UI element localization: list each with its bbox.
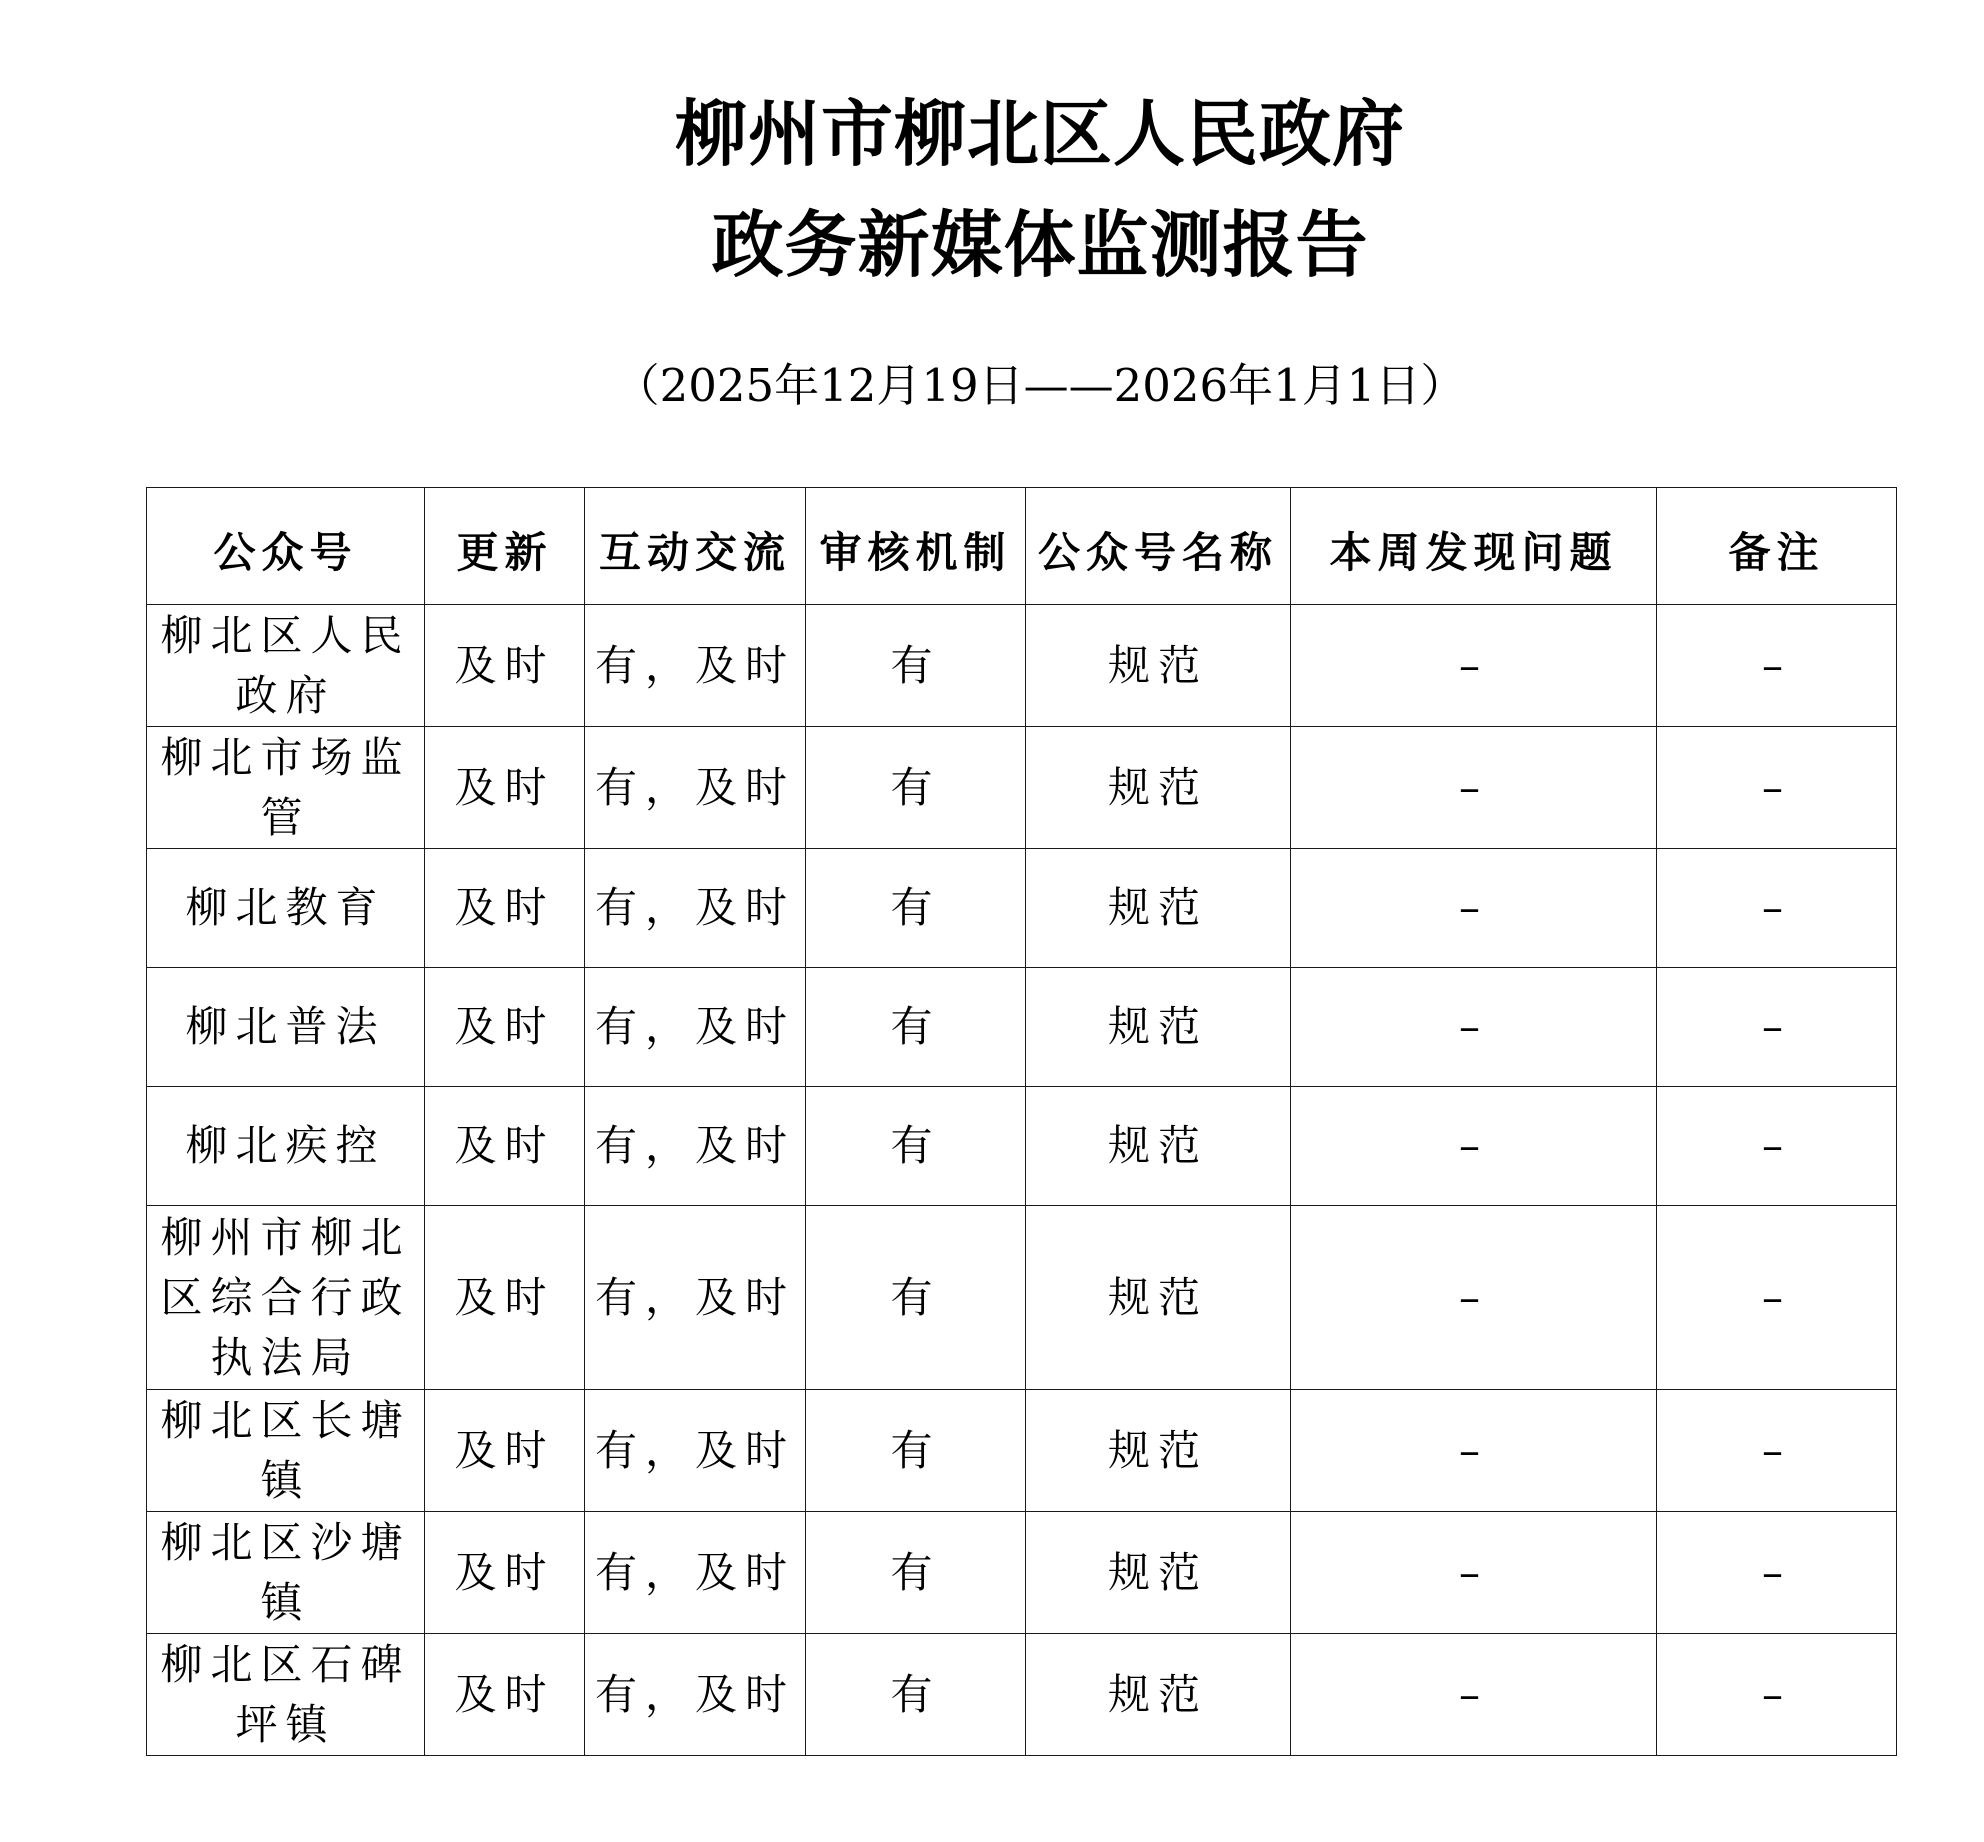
table-row — [147, 1512, 1897, 1634]
review-cell: 有 — [806, 1087, 1026, 1206]
interaction-cell: 有，及时 — [585, 1390, 806, 1512]
update-cell: 及时 — [425, 727, 585, 849]
update-cell: 及时 — [425, 1087, 585, 1206]
issues-cell: – — [1291, 605, 1657, 727]
table-row — [147, 1390, 1897, 1512]
issues-cell: – — [1291, 849, 1657, 968]
interaction-cell: 有，及时 — [585, 849, 806, 968]
table-row — [147, 1634, 1897, 1756]
account-name-cell: 规范 — [1026, 1512, 1291, 1634]
interaction-cell: 有，及时 — [585, 1087, 806, 1206]
review-cell: 有 — [806, 968, 1026, 1087]
review-cell: 有 — [806, 727, 1026, 849]
note-cell: – — [1657, 1206, 1897, 1390]
review-cell: 有 — [806, 1206, 1026, 1390]
update-cell: 及时 — [425, 1390, 585, 1512]
account-cell: 柳北区石碑坪镇 — [147, 1634, 425, 1756]
note-cell: – — [1657, 849, 1897, 968]
header-interaction: 互动交流 — [585, 488, 806, 605]
header-account-name: 公众号名称 — [1026, 488, 1291, 605]
account-name-cell: 规范 — [1026, 1087, 1291, 1206]
update-cell: 及时 — [425, 1634, 585, 1756]
monitoring-table — [146, 487, 1897, 1756]
update-cell: 及时 — [425, 1512, 585, 1634]
note-cell: – — [1657, 727, 1897, 849]
issues-cell: – — [1291, 1087, 1657, 1206]
note-cell: – — [1657, 968, 1897, 1087]
account-name-cell: 规范 — [1026, 968, 1291, 1087]
account-cell: 柳北疾控 — [147, 1087, 425, 1206]
account-name-cell: 规范 — [1026, 727, 1291, 849]
header-review: 审核机制 — [806, 488, 1026, 605]
review-cell: 有 — [806, 1390, 1026, 1512]
issues-cell: – — [1291, 1390, 1657, 1512]
header-account: 公众号 — [147, 488, 425, 605]
table-row — [147, 605, 1897, 727]
table-header-row — [147, 488, 1897, 605]
account-cell: 柳北区长塘镇 — [147, 1390, 425, 1512]
update-cell: 及时 — [425, 1206, 585, 1390]
review-cell: 有 — [806, 1634, 1026, 1756]
account-name-cell: 规范 — [1026, 849, 1291, 968]
table-row — [147, 1087, 1897, 1206]
review-cell: 有 — [806, 605, 1026, 727]
table-row — [147, 727, 1897, 849]
issues-cell: – — [1291, 1512, 1657, 1634]
account-cell: 柳州市柳北区综合行政执法局 — [147, 1206, 425, 1390]
note-cell: – — [1657, 1512, 1897, 1634]
note-cell: – — [1657, 1390, 1897, 1512]
update-cell: 及时 — [425, 605, 585, 727]
account-cell: 柳北普法 — [147, 968, 425, 1087]
report-title-line2: 政务新媒体监测报告 — [711, 203, 1369, 287]
issues-cell: – — [1291, 1634, 1657, 1756]
update-cell: 及时 — [425, 968, 585, 1087]
account-name-cell: 规范 — [1026, 1206, 1291, 1390]
update-cell: 及时 — [425, 849, 585, 968]
issues-cell: – — [1291, 968, 1657, 1087]
note-cell: – — [1657, 605, 1897, 727]
interaction-cell: 有，及时 — [585, 605, 806, 727]
interaction-cell: 有，及时 — [585, 1512, 806, 1634]
account-name-cell: 规范 — [1026, 1634, 1291, 1756]
note-cell: – — [1657, 1634, 1897, 1756]
report-title-line1: 柳州市柳北区人民政府 — [674, 92, 1405, 176]
account-cell: 柳北市场监管 — [147, 727, 425, 849]
table-row — [147, 1206, 1897, 1390]
account-cell: 柳北教育 — [147, 849, 425, 968]
interaction-cell: 有，及时 — [585, 727, 806, 849]
interaction-cell: 有，及时 — [585, 1206, 806, 1390]
issues-cell: – — [1291, 727, 1657, 849]
header-note: 备注 — [1657, 488, 1897, 605]
account-name-cell: 规范 — [1026, 1390, 1291, 1512]
review-cell: 有 — [806, 1512, 1026, 1634]
header-issues: 本周发现问题 — [1291, 488, 1657, 605]
account-cell: 柳北区人民政府 — [147, 605, 425, 727]
account-name-cell: 规范 — [1026, 605, 1291, 727]
table-row — [147, 849, 1897, 968]
interaction-cell: 有，及时 — [585, 968, 806, 1087]
issues-cell: – — [1291, 1206, 1657, 1390]
note-cell: – — [1657, 1087, 1897, 1206]
report-date-range: （2025年12月19日——2026年1月1日） — [614, 359, 1466, 412]
interaction-cell: 有，及时 — [585, 1634, 806, 1756]
table-row — [147, 968, 1897, 1087]
review-cell: 有 — [806, 849, 1026, 968]
account-cell: 柳北区沙塘镇 — [147, 1512, 425, 1634]
header-update: 更新 — [425, 488, 585, 605]
